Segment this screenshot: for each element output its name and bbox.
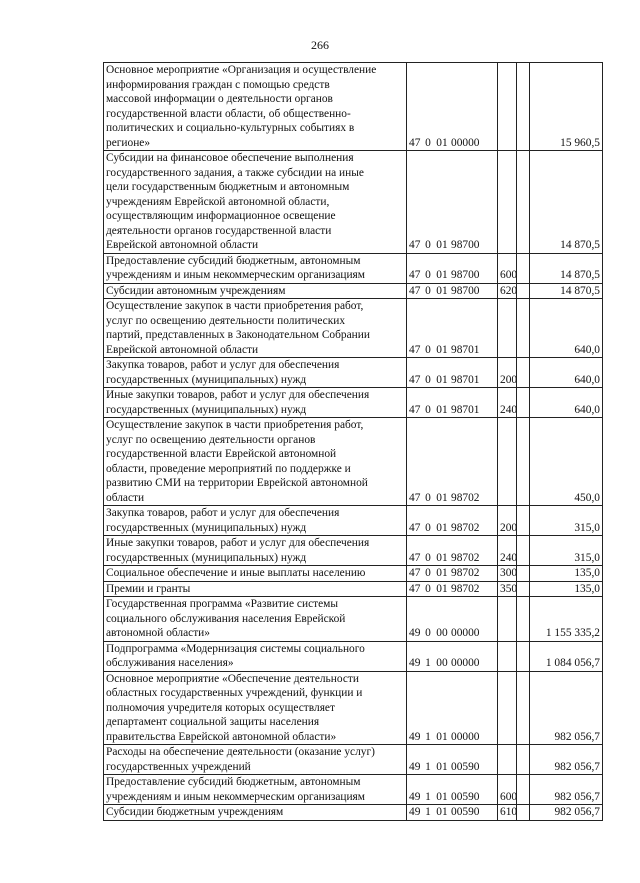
code-part: 01 [436, 403, 448, 416]
table-row [104, 775, 603, 805]
table-row [104, 283, 603, 299]
table-row [104, 641, 603, 671]
amount-cell: 1 155 335,2 [530, 597, 603, 642]
table-row [104, 63, 603, 151]
code-part: 01 [436, 373, 448, 386]
target-article-code-cell [407, 358, 498, 388]
target-article-code [409, 136, 495, 151]
code-part: 01 [436, 239, 448, 251]
expense-name-line: цели государственным бюджетным и автономным [106, 181, 350, 193]
expense-name-line: государственной власти области, об общественно- [106, 107, 351, 120]
expense-name-line: государственных (муниципальных) нужд [106, 373, 307, 386]
spacer-cell [517, 358, 530, 388]
code-part: 0 [425, 582, 431, 595]
amount-cell: 14 870,5 [530, 283, 603, 299]
code-part: 01 [436, 567, 448, 579]
target-article-code [409, 491, 495, 506]
target-article-code [409, 403, 495, 418]
table-row [104, 253, 603, 283]
target-article-code [409, 551, 495, 566]
expense-name-line: государственных (муниципальных) нужд [106, 403, 307, 416]
expense-name-line: правительства Еврейской автономной области» [106, 730, 337, 743]
expense-name-cell [104, 63, 407, 151]
amount-cell: 450,0 [530, 418, 603, 506]
expense-name-line: Субсидии бюджетным учреждениям [106, 806, 284, 818]
expense-name-line: Премии и гранты [106, 582, 191, 595]
expense-name-line: Субсидии на финансовое обеспечение выполнения [106, 152, 354, 164]
spacer-cell [517, 581, 530, 597]
expense-type-cell: 350 [498, 581, 517, 597]
code-part: 98702 [451, 582, 480, 595]
code-part: 00000 [451, 627, 480, 639]
code-part: 47 [409, 521, 421, 534]
expense-name-cell [104, 506, 407, 536]
code-part: 98702 [451, 491, 480, 504]
expense-name-line: Социальное обеспечение и иные выплаты населению [106, 567, 366, 579]
expense-name-line: партий, представленных в Законодательном Собрании [106, 329, 370, 341]
spacer-cell [517, 597, 530, 642]
expense-name-cell [104, 671, 407, 745]
spacer-cell [517, 566, 530, 582]
code-part: 1 [425, 730, 431, 743]
expense-name-line: Подпрограмма «Модернизация системы социального [106, 642, 365, 655]
expense-type-cell [498, 418, 517, 506]
expense-type-cell [498, 641, 517, 671]
expense-name-cell [104, 641, 407, 671]
expense-name-line: учреждениям и иным некоммерческим организациям [106, 790, 366, 803]
target-article-code-cell [407, 597, 498, 642]
expense-name-cell [104, 581, 407, 597]
table-row [104, 418, 603, 506]
target-article-code [409, 805, 495, 820]
expense-name-line: полномочия учредителя которых осуществляет [106, 701, 335, 714]
code-part: 0 [425, 373, 431, 386]
target-article-code [409, 343, 495, 358]
code-part: 0 [425, 521, 431, 534]
target-article-code [409, 284, 495, 299]
target-article-code [409, 790, 495, 805]
code-part: 98702 [451, 567, 480, 579]
expense-name-line: Иные закупки товаров, работ и услуг для обеспечения [106, 537, 370, 549]
target-article-code [409, 566, 495, 581]
expense-name-line: политических и социально-культурных событиях в [106, 122, 355, 134]
expense-type-cell: 600 [498, 253, 517, 283]
expense-name-line: Основное мероприятие «Обеспечение деятельности [106, 672, 359, 685]
expense-name-line: Еврейской автономной области [106, 239, 259, 251]
code-part: 0 [425, 284, 431, 297]
amount-cell: 640,0 [530, 299, 603, 358]
code-part: 98701 [451, 373, 480, 386]
expense-type-cell [498, 745, 517, 775]
target-article-code [409, 760, 495, 775]
expense-name-line: осуществляющим информационное освещение [106, 210, 336, 222]
expense-type-cell [498, 63, 517, 151]
code-part: 01 [436, 551, 448, 564]
code-part: 98700 [451, 239, 480, 251]
expense-name-line: информирования граждан с помощью средств [106, 78, 330, 91]
code-part: 98702 [451, 521, 480, 534]
code-part: 00590 [451, 790, 480, 803]
expense-name-cell [104, 283, 407, 299]
expense-name-line: государственной власти Еврейской автономной [106, 448, 337, 460]
spacer-cell [517, 63, 530, 151]
spacer-cell [517, 641, 530, 671]
spacer-cell [517, 671, 530, 745]
target-article-code-cell [407, 283, 498, 299]
code-part: 00000 [451, 136, 480, 149]
code-part: 49 [409, 657, 421, 669]
target-article-code [409, 730, 495, 745]
target-article-code [409, 238, 495, 253]
expense-type-cell: 610 [498, 805, 517, 821]
expense-type-cell: 200 [498, 358, 517, 388]
code-part: 01 [436, 521, 448, 534]
expense-type-cell: 600 [498, 775, 517, 805]
target-article-code-cell [407, 775, 498, 805]
target-article-code-cell [407, 151, 498, 254]
spacer-cell [517, 506, 530, 536]
table-row [104, 388, 603, 418]
amount-cell: 982 056,7 [530, 775, 603, 805]
expense-name-line: Государственная программа «Развитие системы [106, 598, 339, 610]
amount-cell: 15 960,5 [530, 63, 603, 151]
amount-cell: 982 056,7 [530, 671, 603, 745]
code-part: 47 [409, 284, 421, 297]
code-part: 1 [425, 806, 431, 818]
expense-name-line: государственных (муниципальных) нужд [106, 551, 307, 564]
code-part: 00000 [451, 730, 480, 743]
code-part: 01 [436, 491, 448, 504]
code-part: 0 [425, 403, 431, 416]
table-row [104, 299, 603, 358]
code-part: 49 [409, 627, 421, 639]
expense-name-line: Иные закупки товаров, работ и услуг для обеспечения [106, 389, 370, 401]
expense-name-cell [104, 358, 407, 388]
expense-name-cell [104, 418, 407, 506]
code-part: 0 [425, 136, 431, 149]
code-part: 47 [409, 373, 421, 386]
expense-name-cell [104, 253, 407, 283]
code-part: 49 [409, 806, 421, 818]
code-part: 0 [425, 567, 431, 579]
expense-name-line: департамент социальной защиты населения [106, 716, 320, 728]
spacer-cell [517, 418, 530, 506]
code-part: 49 [409, 790, 421, 803]
code-part: 47 [409, 239, 421, 251]
budget-table [103, 62, 603, 821]
expense-name-line: обслуживания населения» [106, 657, 234, 669]
code-part: 0 [425, 627, 431, 639]
table-row [104, 151, 603, 254]
target-article-code [409, 373, 495, 388]
amount-cell: 1 084 056,7 [530, 641, 603, 671]
expense-name-line: государственных (муниципальных) нужд [106, 521, 307, 534]
spacer-cell [517, 283, 530, 299]
expense-name-line: областных государственных учреждений, функции и [106, 687, 363, 699]
code-part: 98701 [451, 403, 480, 416]
spacer-cell [517, 151, 530, 254]
expense-name-line: Субсидии автономным учреждениям [106, 284, 286, 297]
code-part: 0 [425, 551, 431, 564]
code-part: 01 [436, 582, 448, 595]
code-part: 01 [436, 284, 448, 297]
code-part: 01 [436, 136, 448, 149]
code-part: 49 [409, 730, 421, 743]
code-part: 47 [409, 582, 421, 595]
table-row [104, 597, 603, 642]
table-row [104, 671, 603, 745]
amount-cell: 315,0 [530, 536, 603, 566]
target-article-code-cell [407, 671, 498, 745]
expense-type-cell: 240 [498, 388, 517, 418]
expense-name-cell [104, 775, 407, 805]
table-row [104, 805, 603, 821]
expense-type-cell: 240 [498, 536, 517, 566]
amount-cell: 135,0 [530, 566, 603, 582]
code-part: 0 [425, 239, 431, 251]
expense-type-cell [498, 597, 517, 642]
amount-cell: 14 870,5 [530, 151, 603, 254]
expense-name-line: деятельности органов государственной власти [106, 224, 332, 237]
target-article-code-cell [407, 299, 498, 358]
code-part: 00 [436, 627, 448, 639]
table-row [104, 581, 603, 597]
amount-cell: 640,0 [530, 388, 603, 418]
code-part: 01 [436, 806, 448, 818]
expense-name-line: государственных учреждений [106, 760, 251, 773]
code-part: 01 [436, 760, 448, 773]
expense-type-cell: 620 [498, 283, 517, 299]
amount-cell: 135,0 [530, 581, 603, 597]
table-row [104, 536, 603, 566]
code-part: 00000 [451, 657, 480, 669]
expense-name-line: Осуществление закупок в части приобретения работ, [106, 419, 364, 431]
expense-name-cell [104, 388, 407, 418]
budget-table-body [104, 63, 603, 821]
amount-cell: 982 056,7 [530, 745, 603, 775]
code-part: 1 [425, 790, 431, 803]
code-part: 1 [425, 760, 431, 773]
code-part: 00590 [451, 806, 480, 818]
target-article-code-cell [407, 388, 498, 418]
spacer-cell [517, 805, 530, 821]
target-article-code-cell [407, 641, 498, 671]
expense-name-line: Осуществление закупок в части приобретения работ, [106, 300, 364, 312]
target-article-code-cell [407, 745, 498, 775]
expense-name-line: Предоставление субсидий бюджетным, автономным [106, 254, 361, 267]
code-part: 98700 [451, 269, 480, 281]
target-article-code [409, 656, 495, 671]
expense-name-line: услуг по освещению деятельности политических [106, 314, 346, 327]
table-row [104, 566, 603, 582]
expense-name-cell [104, 536, 407, 566]
expense-name-cell [104, 745, 407, 775]
expense-type-cell [498, 299, 517, 358]
expense-name-line: учреждениям и иным некоммерческим организациям [106, 269, 366, 281]
target-article-code-cell [407, 253, 498, 283]
target-article-code-cell [407, 581, 498, 597]
code-part: 01 [436, 790, 448, 803]
code-part: 47 [409, 136, 421, 149]
expense-name-line: Закупка товаров, работ и услуг для обеспечения [106, 507, 340, 519]
expense-name-line: регионе» [106, 136, 151, 149]
expense-name-line: области [106, 491, 145, 504]
code-part: 0 [425, 269, 431, 281]
expense-type-cell [498, 151, 517, 254]
code-part: 01 [436, 269, 448, 281]
expense-type-cell: 200 [498, 506, 517, 536]
amount-cell: 315,0 [530, 506, 603, 536]
expense-name-line: области, проведение мероприятий по поддержке и [106, 462, 351, 475]
spacer-cell [517, 299, 530, 358]
spacer-cell [517, 253, 530, 283]
expense-name-line: автономной области» [106, 627, 210, 639]
expense-name-line: государственного задания, а также субсидии на иные [106, 166, 364, 179]
expense-name-line: массовой информации о деятельности органов [106, 93, 333, 105]
expense-name-line: Еврейской автономной области [106, 343, 259, 356]
spacer-cell [517, 775, 530, 805]
amount-cell: 640,0 [530, 358, 603, 388]
table-row [104, 745, 603, 775]
expense-name-cell [104, 151, 407, 254]
code-part: 00 [436, 657, 448, 669]
expense-name-line: Закупка товаров, работ и услуг для обеспечения [106, 359, 340, 371]
expense-name-line: учреждениям Еврейской автономной области, [106, 195, 330, 208]
code-part: 47 [409, 551, 421, 564]
expense-name-line: Основное мероприятие «Организация и осуществление [106, 64, 377, 76]
code-part: 47 [409, 567, 421, 579]
table-row [104, 358, 603, 388]
expense-name-line: услуг по освещению деятельности органов [106, 433, 316, 446]
code-part: 47 [409, 343, 421, 356]
amount-cell: 14 870,5 [530, 253, 603, 283]
expense-name-line: Предоставление субсидий бюджетным, автономным [106, 776, 361, 788]
expense-name-cell [104, 597, 407, 642]
spacer-cell [517, 536, 530, 566]
code-part: 47 [409, 491, 421, 504]
code-part: 01 [436, 343, 448, 356]
expense-type-cell [498, 671, 517, 745]
code-part: 0 [425, 491, 431, 504]
code-part: 00590 [451, 760, 480, 773]
target-article-code-cell [407, 63, 498, 151]
target-article-code [409, 268, 495, 283]
expense-name-cell [104, 566, 407, 582]
target-article-code-cell [407, 418, 498, 506]
target-article-code-cell [407, 506, 498, 536]
table-row [104, 506, 603, 536]
code-part: 98702 [451, 551, 480, 564]
target-article-code-cell [407, 536, 498, 566]
target-article-code-cell [407, 566, 498, 582]
target-article-code [409, 626, 495, 641]
spacer-cell [517, 388, 530, 418]
code-part: 0 [425, 343, 431, 356]
expense-name-line: развитию СМИ на территории Еврейской автономной [106, 477, 368, 489]
target-article-code [409, 521, 495, 536]
expense-name-cell [104, 299, 407, 358]
expense-name-line: социального обслуживания населения Еврейской [106, 612, 346, 625]
expense-type-cell: 300 [498, 566, 517, 582]
target-article-code [409, 582, 495, 597]
code-part: 47 [409, 269, 421, 281]
code-part: 01 [436, 730, 448, 743]
code-part: 47 [409, 403, 421, 416]
code-part: 98700 [451, 284, 480, 297]
expense-name-line: Расходы на обеспечение деятельности (оказание услуг) [106, 746, 375, 758]
code-part: 1 [425, 657, 431, 669]
spacer-cell [517, 745, 530, 775]
code-part: 98701 [451, 343, 480, 356]
amount-cell: 982 056,7 [530, 805, 603, 821]
target-article-code-cell [407, 805, 498, 821]
page-number: 266 [311, 38, 329, 52]
code-part: 49 [409, 760, 421, 773]
expense-name-cell [104, 805, 407, 821]
